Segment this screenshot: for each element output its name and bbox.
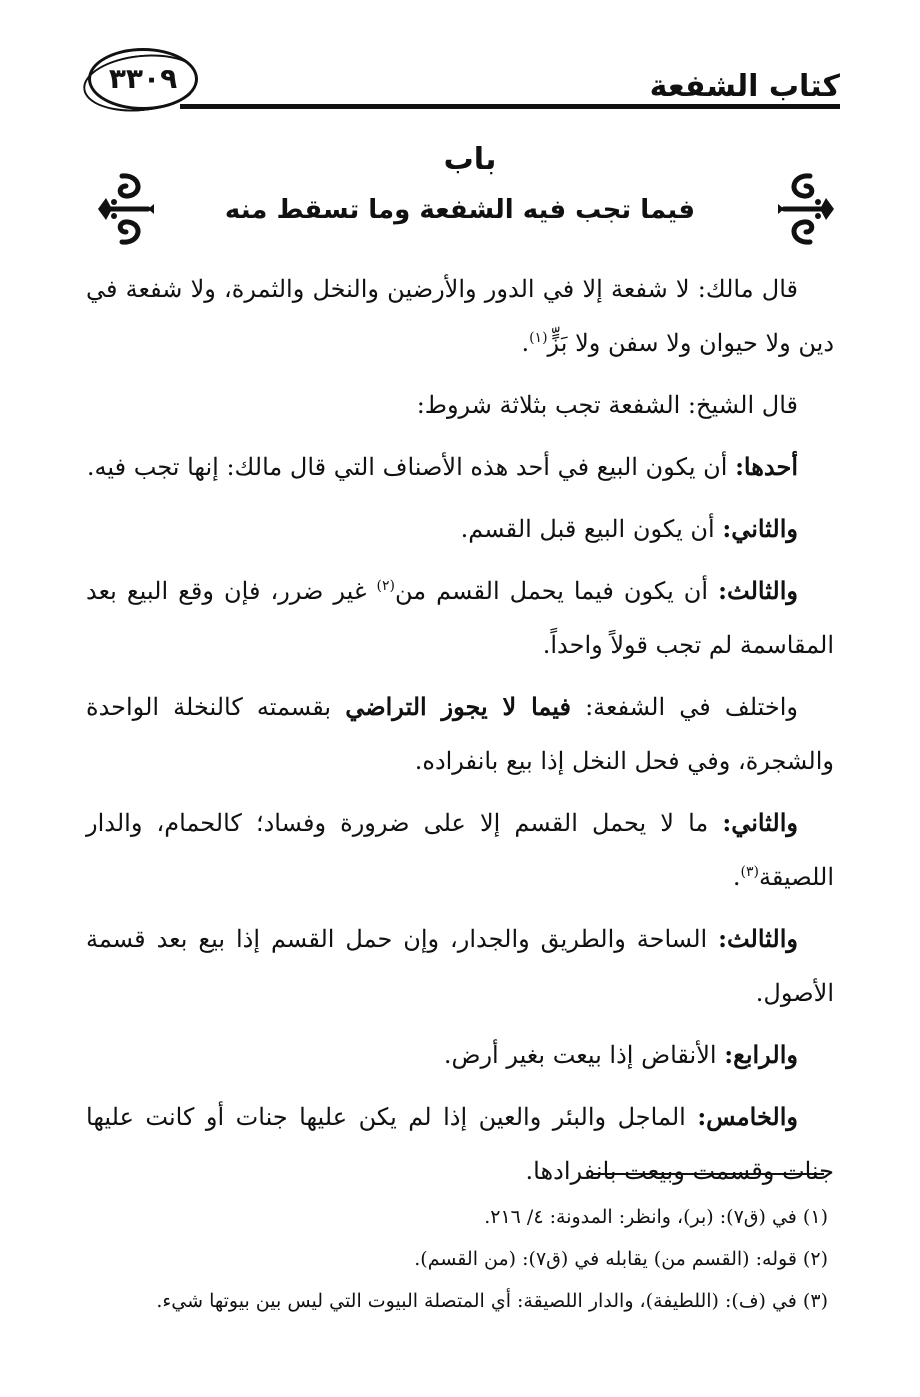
paragraph	[86, 1090, 834, 1198]
paragraph-text: أن يكون فيما يحمل القسم من	[394, 577, 719, 605]
footnote: (٢) قوله: (القسم من) يقابله في (ق٧): (من القسم).	[414, 1248, 828, 1270]
paragraph-bold: فيما لا يجوز التراضي	[345, 692, 571, 721]
body-text	[86, 262, 834, 1206]
paragraph-text: بقسمته كالنخلة الواحدة والشجرة، وفي فحل النخل إذا بيع بانفراده.	[86, 693, 834, 775]
footnote-rule	[592, 1173, 824, 1175]
paragraph-text: قال مالك: لا شفعة إلا في الدور والأرضين والنخل والثمرة، ولا شفعة في دين ولا حيوان ولا سفن ولا بَزٍّ	[86, 275, 834, 357]
paragraph-lead: والخامس:	[697, 1102, 798, 1131]
paragraph	[86, 564, 834, 672]
paragraph	[86, 378, 834, 432]
paragraph-text: أن يكون البيع قبل القسم.	[460, 515, 723, 543]
footnote-ref: (٢)	[376, 578, 395, 594]
page-header	[80, 38, 840, 118]
paragraph-text: الساحة والطريق والجدار، وإن حمل القسم إذا بيع بعد قسمة الأصول.	[86, 925, 834, 1007]
footnote: (٣) في (ف): (اللطيفة)، والدار اللصيقة: أي المتصلة البيوت التي ليس بين بيوتها شيء.	[156, 1290, 828, 1312]
paragraph-lead: والرابع:	[724, 1040, 798, 1069]
paragraph-lead: والثالث:	[718, 576, 799, 605]
paragraph-lead: أحدها:	[735, 452, 798, 481]
paragraph-tail: .	[732, 863, 741, 891]
chapter-title: باب	[443, 142, 497, 177]
footnote-ref: (١)	[529, 330, 548, 346]
page-number-badge	[88, 48, 198, 110]
paragraph	[86, 796, 834, 904]
paragraph-text: ما لا يحمل القسم إلا على ضرورة وفساد؛ كالحمام، والدار اللصيقة	[86, 809, 834, 891]
paragraph-tail: .	[521, 329, 530, 357]
chapter-heading	[0, 140, 920, 230]
paragraph-text: الماجل والبئر والعين إذا لم يكن عليها جنات أو كانت عليها جنات وقسمت وبيعت بانفرادها.	[86, 1103, 834, 1185]
paragraph	[86, 262, 834, 370]
paragraph-text: غير ضرر، فإن وقع البيع بعد المقاسمة لم تجب قولاً واحداً.	[86, 577, 834, 659]
paragraph	[86, 502, 834, 556]
chapter-subtitle: فيما تجب فيه الشفعة وما تسقط منه	[224, 195, 696, 225]
paragraph-lead: والثاني:	[722, 808, 798, 837]
paragraph	[86, 1028, 834, 1082]
paragraph-text: قال الشيخ: الشفعة تجب بثلاثة شروط:	[416, 391, 798, 419]
paragraph-lead: والثالث:	[718, 924, 798, 953]
book-title: كتاب الشفعة	[649, 69, 840, 104]
footnote: (١) في (ق٧): (بر)، وانظر: المدونة: ٤/ ٢١٦.	[484, 1206, 828, 1228]
page-number: ٣٣٠٩	[108, 62, 178, 95]
paragraph	[86, 440, 834, 494]
paragraph	[86, 680, 834, 788]
paragraph	[86, 912, 834, 1020]
header-rule	[180, 104, 840, 109]
paragraph-text: الأنقاض إذا بيعت بغير أرض.	[443, 1041, 725, 1069]
paragraph-text: واختلف في الشفعة:	[570, 693, 798, 721]
paragraph-lead: والثاني:	[722, 514, 798, 543]
paragraph-text: أن يكون البيع في أحد هذه الأصناف التي قال مالك: إنها تجب فيه.	[86, 453, 736, 481]
footnotes	[120, 1196, 828, 1322]
footnote-ref: (٣)	[740, 864, 759, 880]
